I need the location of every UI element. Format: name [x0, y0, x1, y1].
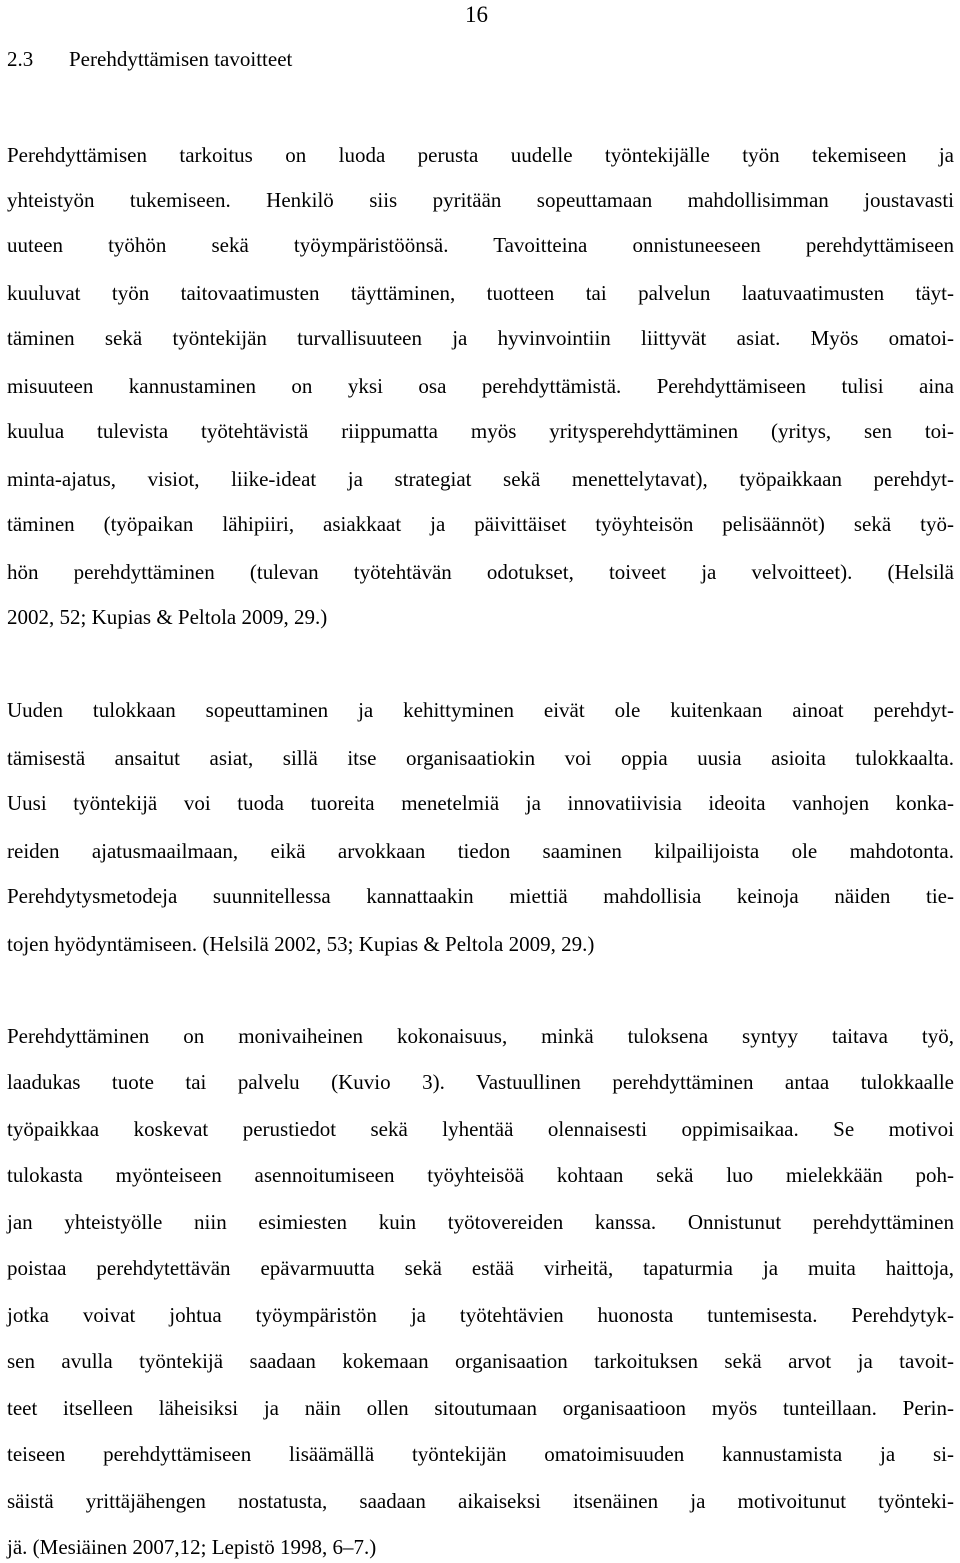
text-line: 2002, 52; Kupias & Peltola 2009, 29.) — [7, 605, 328, 629]
text-line: jotka voivat johtua työympäristön ja työtehtävien huonosta tuntemisesta. Perehdytyk- — [7, 1303, 954, 1327]
page-number: 16 — [465, 2, 488, 27]
text-line: Uuden tulokkaan sopeuttaminen ja kehittyminen eivät ole kuitenkaan ainoat perehdyt- — [7, 698, 954, 722]
text-line: Uusi työntekijä voi tuoda tuoreita menetelmiä ja innovatiivisia ideoita vanhojen konka- — [7, 791, 954, 815]
text-line: kuuluvat työn taitovaatimusten täyttäminen, tuotteen tai palvelun laatuvaatimusten täyt- — [7, 281, 954, 305]
text-line: yhteistyön tukemiseen. Henkilö siis pyritään sopeuttamaan mahdollisimman joustavasti — [7, 188, 954, 212]
text-line: Perehdytysmetodeja suunnitellessa kannattaakin miettiä mahdollisia keinoja näiden tie- — [7, 884, 954, 908]
text-line: teet itselleen läheisiksi ja näin ollen sitoutumaan organisaatioon myös tunteillaan. Perin- — [7, 1396, 954, 1420]
text-line: jan yhteistyölle niin esimiesten kuin työtovereiden kanssa. Onnistunut perehdyttäminen — [7, 1210, 954, 1234]
text-line: reiden ajatusmaailmaan, eikä arvokkaan tiedon saaminen kilpailijoista ole mahdotonta. — [7, 839, 954, 863]
text-line: sen avulla työntekijä saadaan kokemaan organisaation tarkoituksen sekä arvot ja tavoit- — [7, 1349, 954, 1373]
text-line: tulokasta myönteiseen asennoitumiseen työyhteisöä kohtaan sekä luo mielekkään poh- — [7, 1163, 954, 1187]
section-number: 2.3 — [7, 47, 34, 71]
text-line: täminen (työpaikan lähipiiri, asiakkaat ja päivittäiset työyhteisön pelisäännöt) sekä työ- — [7, 512, 954, 536]
text-line: Perehdyttäminen on monivaiheinen kokonaisuus, minkä tuloksena syntyy taitava työ, — [7, 1024, 954, 1048]
section-heading — [7, 44, 292, 74]
text-line: tojen hyödyntämiseen. (Helsilä 2002, 53; Kupias & Peltola 2009, 29.) — [7, 932, 595, 956]
text-line: täminen sekä työntekijän turvallisuuteen ja hyvinvointiin liittyvät asiat. Myös omatoi- — [7, 326, 954, 350]
text-line: hön perehdyttäminen (tulevan työtehtävän odotukset, toiveet ja velvoitteet). (Helsilä — [7, 560, 954, 584]
text-line: misuuteen kannustaminen on yksi osa perehdyttämistä. Perehdyttämiseen tulisi aina — [7, 374, 954, 398]
text-line: tämisestä ansaitut asiat, sillä itse organisaatiokin voi oppia uusia asioita tulokkaalta. — [7, 746, 954, 770]
text-line: uuteen työhön sekä työympäristöönsä. Tavoitteina onnistuneeseen perehdyttämiseen — [7, 233, 954, 257]
text-line: minta-ajatus, visiot, liike-ideat ja strategiat sekä menettelytavat), työpaikkaan perehdyt- — [7, 467, 954, 491]
text-line: työpaikkaa koskevat perustiedot sekä lyhentää olennaisesti oppimisaikaa. Se motivoi — [7, 1117, 954, 1141]
text-line: jä. (Mesiäinen 2007,12; Lepistö 1998, 6–7.) — [7, 1535, 377, 1559]
text-line: kuulua tulevista työtehtävistä riippumatta myös yritysperehdyttäminen (yritys, sen toi- — [7, 419, 954, 443]
text-line: laadukas tuote tai palvelu (Kuvio 3). Vastuullinen perehdyttäminen antaa tulokkaalle — [7, 1070, 954, 1094]
text-line: poistaa perehdytettävän epävarmuutta sekä estää virheitä, tapaturmia ja muita haittoja, — [7, 1256, 954, 1280]
section-title: Perehdyttämisen tavoitteet — [69, 47, 293, 71]
text-line: teiseen perehdyttämiseen lisäämällä työntekijän omatoimisuuden kannustamista ja si- — [7, 1442, 954, 1466]
text-line: säistä yrittäjähengen nostatusta, saadaan aikaiseksi itsenäinen ja motivoitunut työnteki- — [7, 1489, 954, 1513]
text-line: Perehdyttämisen tarkoitus on luoda perusta uudelle työntekijälle työn tekemiseen ja — [7, 143, 954, 167]
